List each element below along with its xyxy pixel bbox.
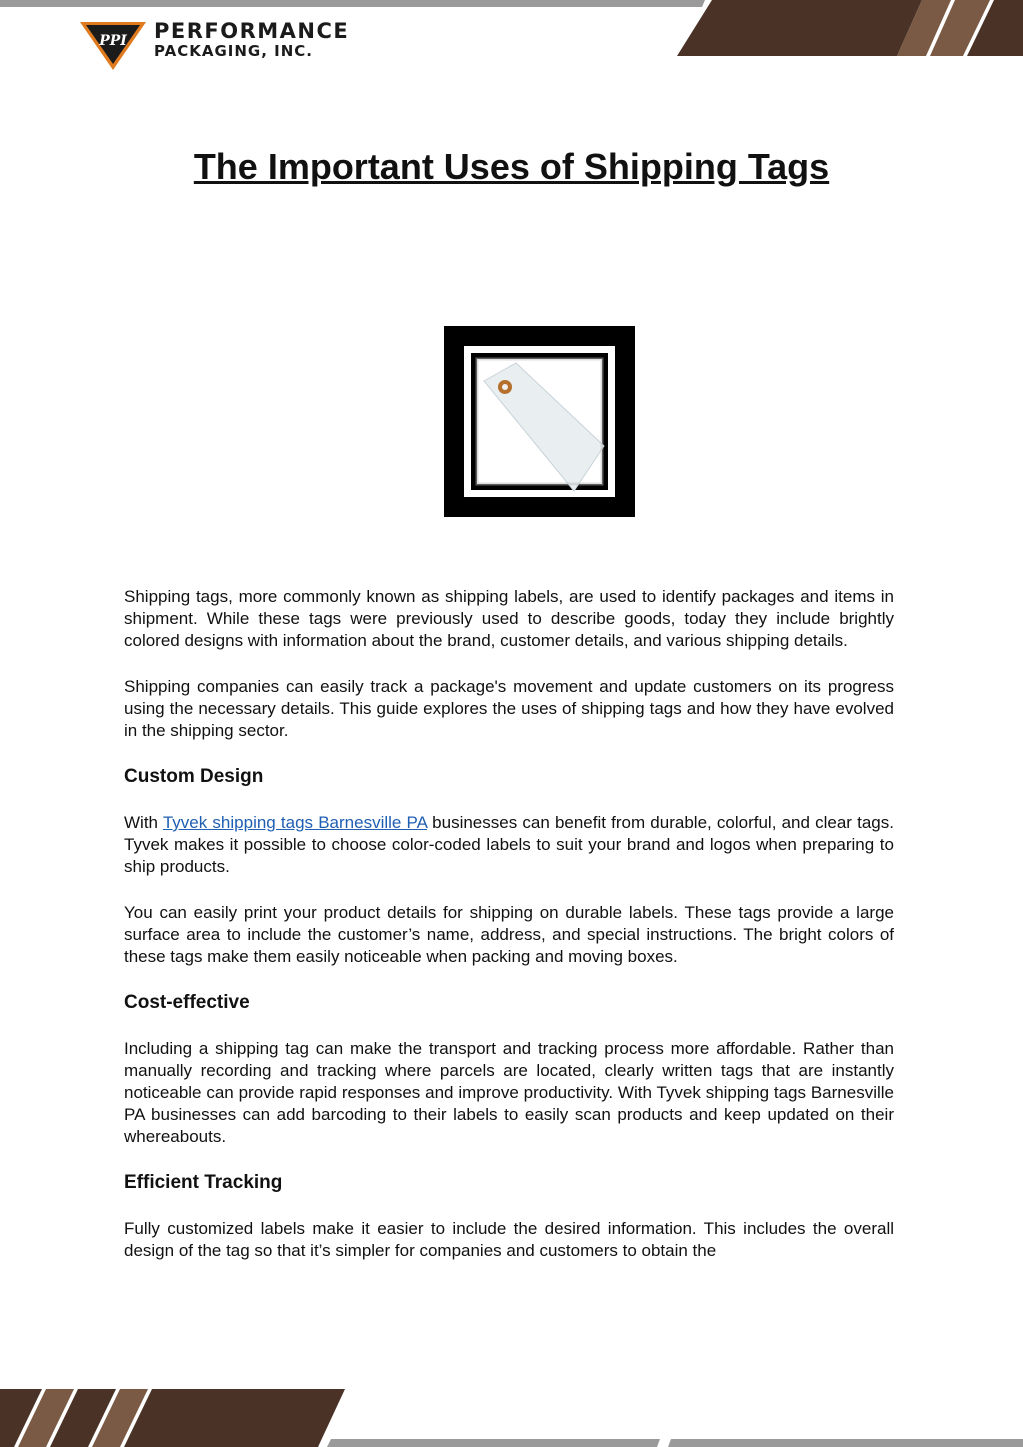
footer-decoration [0,1389,1023,1447]
heading-efficient-tracking: Efficient Tracking [124,1172,283,1193]
page-title: The Important Uses of Shipping Tags [193,146,830,187]
paragraph-cost-effective: Including a shipping tag can make the transport and tracking process more affordable. Rather than manually recording and tracking where parcels are located, clearly written tags that are instantly noticeable can provide rapid responses and improve productivity. With Tyvek shipping tags Barnesville PA businesses can add barcoding to their labels to easily scan products and keep updated on their whereabouts. [124,1039,894,1146]
paragraph-intro: Shipping tags, more commonly known as shipping labels, are used to identify packages and items in shipment. While these tags were previously used to describe goods, today they include brightly colored designs with information about the brand, customer details, and various shipping details. [124,587,894,650]
company-logo [78,14,398,72]
article-body [124,586,894,1262]
logo-line-2: PACKAGING, INC. [154,42,313,60]
paragraph-durable-labels: You can easily print your product details for shipping on durable labels. These tags provide a large surface area to include the customer’s name, address, and special instructions. The bright colors of these tags make them easily noticeable when packing and moving boxes. [124,903,894,966]
heading-cost-effective: Cost-effective [124,992,250,1013]
heading-custom-design: Custom Design [124,766,264,787]
paragraph-custom-design: With Tyvek shipping tags Barnesville PA businesses can benefit from durable, colorful, and clear tags. Tyvek makes it possible to choose color-coded labels to suit your brand and logos when preparing to ship products. [124,813,894,876]
logo-line-1: PERFORMANCE [154,19,350,43]
paragraph-tracking-overview: Shipping companies can easily track a package's movement and update customers on its progress using the necessary details. This guide explores the uses of shipping tags and how they have evolved in the shipping sector. [124,677,894,740]
logo-monogram: PPI [99,33,127,49]
tyvek-tags-link[interactable]: Tyvek shipping tags Barnesville PA [162,813,427,832]
shipping-tag-image [444,326,635,517]
logo-shield-icon [78,14,148,72]
paragraph-efficient-tracking: Fully customized labels make it easier to include the desired information. This includes the overall design of the tag so that it’s simpler for companies and customers to obtain the [124,1219,894,1260]
